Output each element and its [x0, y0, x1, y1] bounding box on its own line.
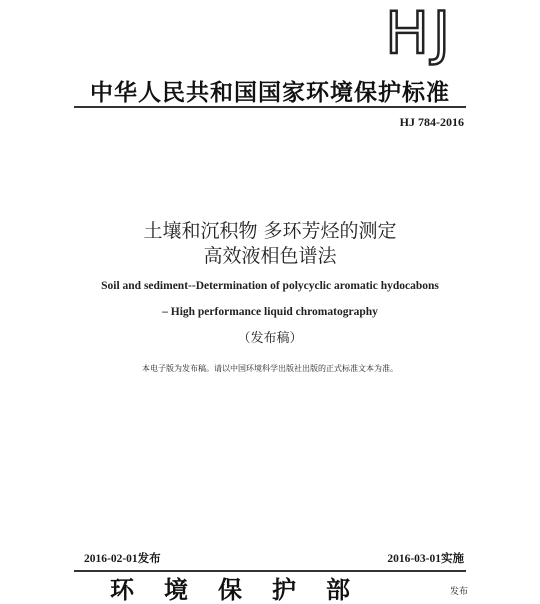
effective-date: 2016-03-01实施	[387, 553, 464, 565]
title-en-line1: Soil and sediment--Determination of polycyclic aromatic hydocabons	[101, 280, 439, 292]
issuer-name: 环境保护部	[110, 576, 380, 604]
draft-label: （发布稿）	[237, 331, 303, 346]
issuing-agency-title: 中华人民共和国国家环境保护标准	[90, 80, 450, 106]
title-en-line2: – High performance liquid chromatography	[162, 306, 378, 318]
hj-logo: HJ	[385, 0, 454, 67]
header-divider	[74, 106, 466, 108]
issue-date: 2016-02-01发布	[84, 553, 161, 565]
standard-number: HJ 784-2016	[399, 115, 464, 129]
issuer-suffix: 发布	[449, 587, 468, 597]
electronic-version-note: 本电子版为发布稿。请以中国环境科学出版社出版的正式标准文本为准。	[142, 364, 398, 373]
footer-divider	[74, 570, 466, 572]
title-cn-line2: 高效液相色谱法	[203, 245, 337, 267]
title-cn-line1: 土壤和沉积物 多环芳烃的测定	[143, 220, 397, 242]
